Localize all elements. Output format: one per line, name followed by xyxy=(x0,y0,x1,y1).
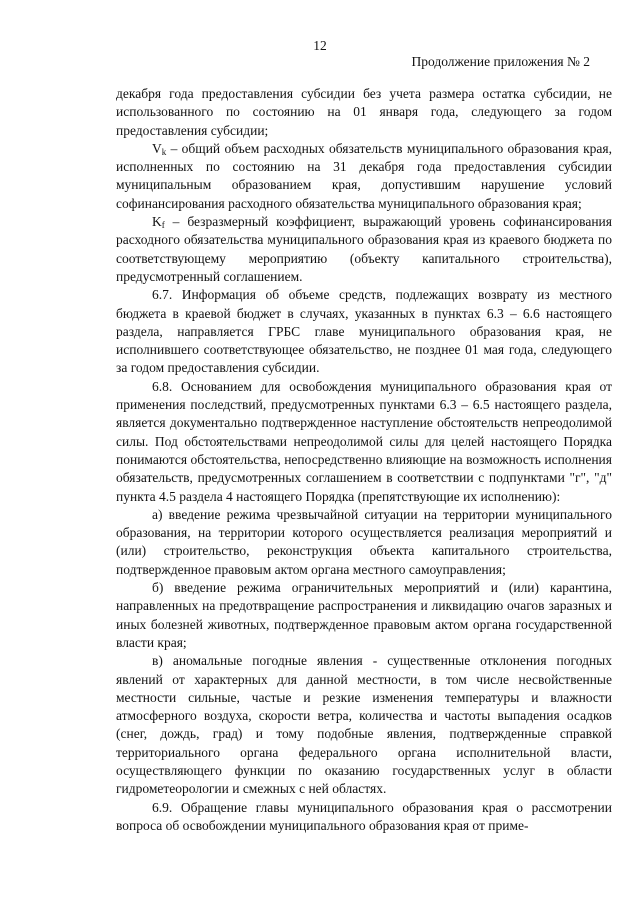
variable-subscript: f xyxy=(161,220,165,231)
paragraph-6-9 xyxy=(116,799,612,836)
paragraph-text: – общий объем расходных обязательств муниципального образования края, исполненных по состоянию на 31 декабря года предоставления субсидии муниципальным образованием края, допустившим нарушение условий софинансирования расходного обязательства муниципального образования края; xyxy=(116,140,612,211)
paragraph-6-8 xyxy=(116,378,612,506)
paragraph-text: декабря года предоставления субсидии без учета размера остатка субсидии, не использованного по состоянию на 01 января года, следующего за годом предоставления субсидии; xyxy=(116,86,612,138)
paragraph-vk-definition xyxy=(116,140,612,213)
variable-symbol: V xyxy=(152,140,162,156)
paragraph-6-7 xyxy=(116,286,612,377)
paragraph-kf-definition xyxy=(116,213,612,286)
list-item-b xyxy=(116,579,612,652)
paragraph-text: б) введение режима ограничительных мероприятий и (или) карантина, направленных на предотвращение распространения и ликвидацию очагов заразных и иных болезней животных, подтвержденное правовым актом органа государственной власти края; xyxy=(116,580,612,650)
paragraph-text: в) аномальные погодные явления - существенные отклонения погодных явлений от характерных для данной местности, в том числе несвойственные местности сильные, частые и резкие изменения температуры и влажности атмосферного воздуха, скорости ветра, количества и частоты выпадения осадков (снег, дождь, град) и тому подобные явления, подтвержденные справкой территориального органа федерального органа исполнительной власти, осуществляющего функции по оказанию государственных услуг в области гидрометеорологии и смежных с ней областях. xyxy=(116,653,612,797)
variable-subscript: k xyxy=(161,146,167,157)
variable-symbol: K xyxy=(152,214,162,230)
page-number: 12 xyxy=(313,38,327,53)
list-item-v xyxy=(116,652,612,798)
paragraph-text: – безразмерный коэффициент, выражающий уровень софинансирования расходного обязательства муниципального образования края из краевого бюджета по соответствующему мероприятию (объекту капитального строительства), предусмотренный соглашением. xyxy=(116,214,612,284)
list-item-a xyxy=(116,506,612,579)
document-body xyxy=(116,85,612,835)
paragraph-text: 6.9. Обращение главы муниципального образования края о рассмотрении вопроса об освобождении муниципального образования края от приме- xyxy=(116,799,612,833)
paragraph-text: 6.8. Основанием для освобождения муниципального образования края от применения последствий, предусмотренных пунктами 6.3 – 6.5 настоящего раздела, является документально подтвержденное наступление обстоятельств непреодолимой силы. Под обстоятельствами непреодолимой силы для целей настоящего Порядка понимаются обстоятельства, непосредственно влияющие на возможность исполнения обязательств, предусмотренных соглашением в соответствии с подпунктами "г", "д" пункта 4.5 раздела 4 настоящего Порядка (препятствующие их исполнению): xyxy=(116,378,612,504)
paragraph-text: а) введение режима чрезвычайной ситуации на территории муниципального образования, на территории которого осуществляется реализация мероприятий и (или) строительство, реконструкция объекта капитального строительства, подтвержденное правовым актом органа местного самоуправления; xyxy=(116,506,612,577)
paragraph-text: 6.7. Информация об объеме средств, подлежащих возврату из местного бюджета в краевой бюджет в случаях, указанных в пунктах 6.3 – 6.6 настоящего раздела, направляется ГРБС главе муниципального образования края, не исполнившего соответствующее обязательство, не позднее 01 мая года, следующего за годом предоставления субсидии. xyxy=(116,287,612,376)
appendix-continuation-note: Продолжение приложения № 2 xyxy=(411,54,590,69)
paragraph-continuation xyxy=(116,85,612,140)
